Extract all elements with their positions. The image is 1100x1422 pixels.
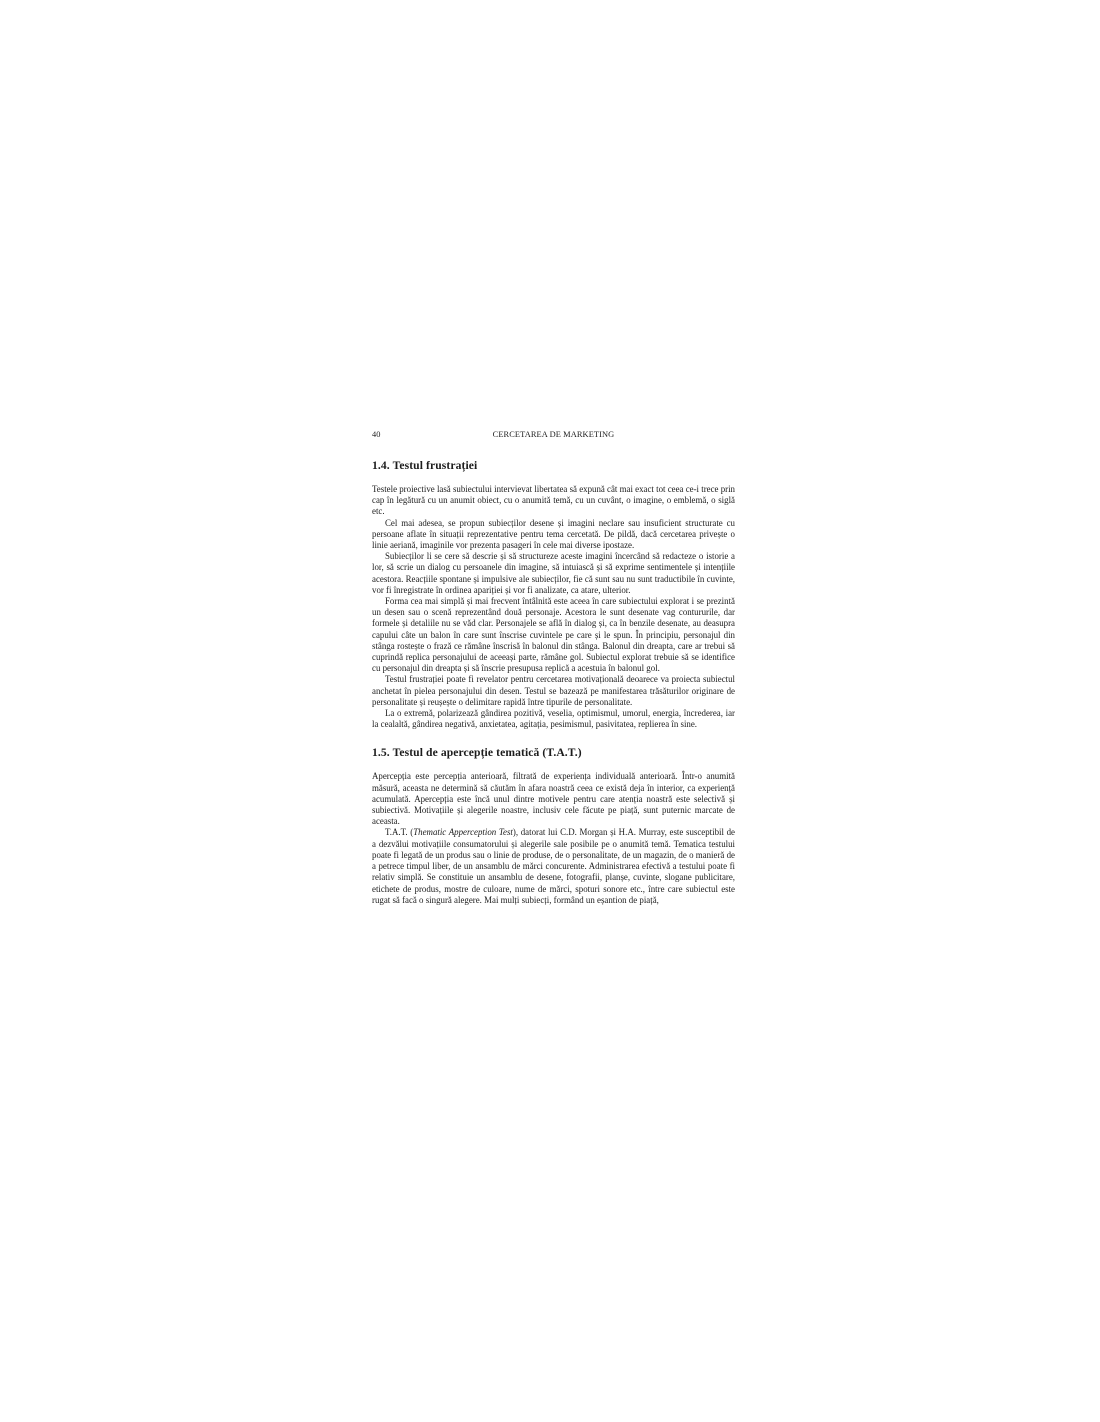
paragraph: Cel mai adesea, se propun subiecților desene și imagini neclare sau insuficient structurate cu persoane aflate în situații reprezentative pentru tema cercetată. De pildă, dacă cercetarea privește o linie aeriană, imaginile vor prezenta pasageri în cele mai diverse ipostaze. bbox=[372, 517, 735, 551]
book-page bbox=[372, 429, 735, 906]
section-heading-1-4: 1.4. Testul frustrației bbox=[372, 459, 478, 472]
paragraph: Subiecților li se cere să descrie și să structureze aceste imagini încercând să redacteze o istorie a lor, să scrie un dialog cu persoanele din imagine, să intuiască și să exprime sentimentele și intențiile acestora. Reacțiile spontane și impulsive ale subiecților, fie că sunt sau nu sunt traductibile în cuvinte, vor fi înregistrate în ordinea apariției și vor fi analizate, ca atare, ulterior. bbox=[372, 551, 735, 595]
paragraph: Forma cea mai simplă și mai frecvent întâlnită este aceea în care subiectului explorat i se prezintă un desen sau o scenă reprezentând două personaje. Acestora le sunt desenate vag contururile, dar formele și detaliile nu se văd clar. Personajele se află în dialog și, ca în benzile desenate, au deasupra capului câte un balon în care sunt înscrise cuvintele pe care și le spun. În principiu, personajul din stânga rostește o frază ce rămâne înscrisă în balonul din stânga. Balonul din dreapta, care ar trebui să cuprindă replica personajului de aceeași parte, rămâne gol. Subiectul explorat trebuie să se identifice cu personajul din dreapta și să înscrie presupusa replică a acestuia în balonul gol. bbox=[372, 596, 735, 674]
paragraph: La o extremă, polarizează gândirea pozitivă, veselia, optimismul, umorul, energia, încrederea, iar la cealaltă, gândirea negativă, anxietatea, agitația, pesimismul, pasivitatea, replierea în sine. bbox=[372, 708, 735, 730]
test-name-italic: Thematic Apperception Test bbox=[413, 827, 513, 838]
paragraph: Testele proiective lasă subiectului intervievat libertatea să expună cât mai exact tot ceea ce-i trece prin cap în legătură cu un anumit obiect, cu o anumită temă, cu un cuvânt, o imagine, o emblemă, o siglă etc. bbox=[372, 484, 735, 517]
paragraph: Testul frustrației poate fi revelator pentru cercetarea motivațională deoarece va proiecta subiectul anchetat în pielea personajului din desen. Testul se bazează pe manifestarea trăsăturilor originare de personalitate și reușește o delimitare rapidă între tipurile de personalitate. bbox=[372, 674, 735, 707]
page-number: 40 bbox=[372, 430, 381, 439]
running-title: CERCETAREA DE MARKETING bbox=[492, 430, 615, 439]
paragraph-text: T.A.T. ( bbox=[385, 827, 414, 838]
paragraph-text: ), datorat lui C.D. Morgan și H.A. Murray, este susceptibil de a dezvălui motivațiile consumatorului și alegerile sale posibile pe o anumită temă. Tematica testului poate fi legată de un produs sau o linie de produse, de o personalitate, de un magazin, de o manieră de a petrece timpul liber, de un ansamblu de mărci concurente. Administrarea efectivă a testului poate fi relativ simplă. Se constituie un ansamblu de desene, fotografii, planșe, cuvinte, slogane publicitare, etichete de produs, mostre de culoare, nume de mărci, spoturi sonore etc., între care subiectul este rugat să facă o singură alegere. Mai mulți subiecți, formând un eșantion de piață, bbox=[372, 827, 735, 905]
running-header bbox=[372, 429, 735, 441]
paragraph bbox=[372, 827, 735, 905]
section-heading-1-5: 1.5. Testul de apercepție tematică (T.A.T.) bbox=[372, 746, 582, 760]
paragraph: Apercepția este percepția anterioară, filtrată de experiența individuală anterioară. Într-o anumită măsură, aceasta ne determină să căutăm în afara noastră ceea ce există deja în interior, ca experiență acumulată. Apercepția este încă unul dintre motivele pentru care atenția noastră este selectivă și subiectivă. Motivațiile și alegerile noastre, inclusiv cele făcute pe piață, sunt puternic marcate de aceasta. bbox=[372, 771, 735, 827]
